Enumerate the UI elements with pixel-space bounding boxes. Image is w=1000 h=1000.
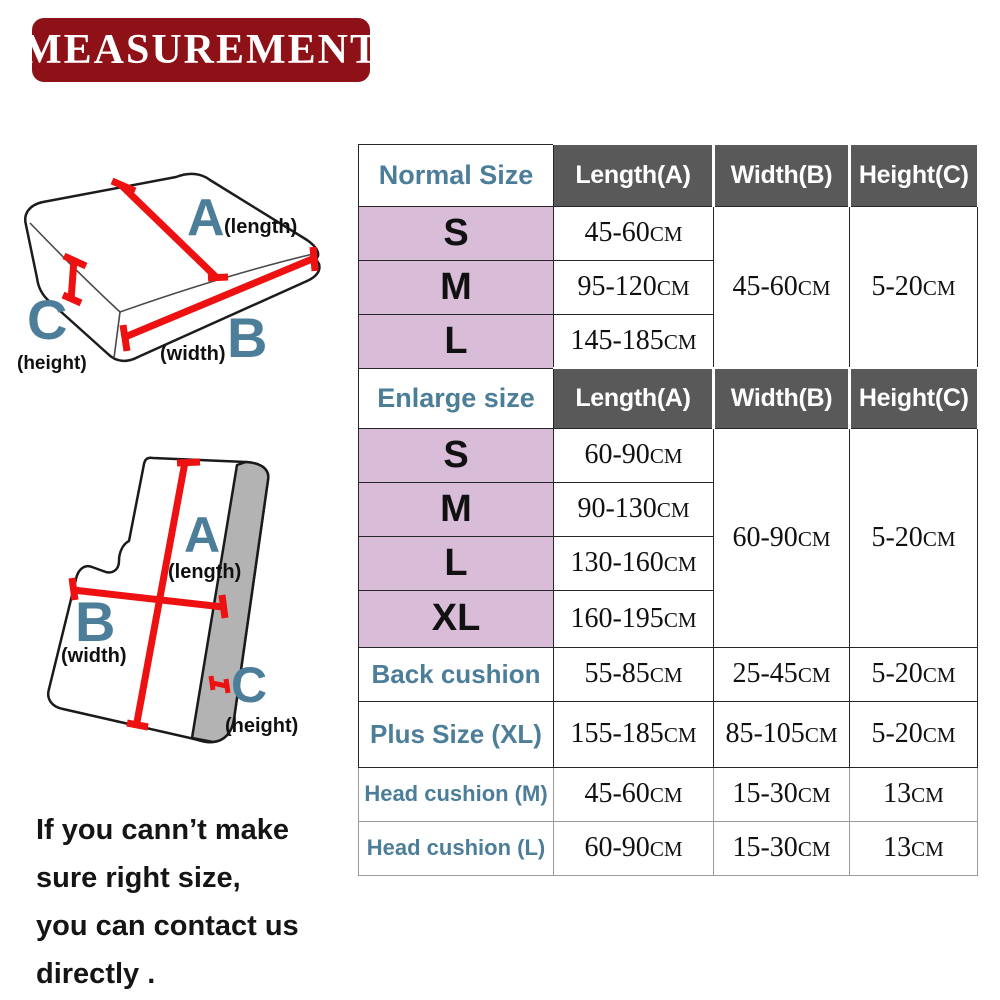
column-header-length: Length(A) <box>554 144 714 206</box>
label-b-back: B <box>75 590 116 653</box>
table-row <box>359 647 978 701</box>
length-value: 160-195CM <box>554 590 714 647</box>
length-value: 145-185CM <box>554 314 714 368</box>
length-value: 45-60CM <box>554 767 714 821</box>
table-row <box>359 821 978 875</box>
size-cell: XL <box>359 590 554 647</box>
height-value: 5-20CM <box>850 701 978 767</box>
column-header-width: Width(B) <box>714 368 850 428</box>
length-value: 60-90CM <box>554 821 714 875</box>
label-width-back: (width) <box>61 645 127 667</box>
table-row <box>359 368 978 428</box>
label-b-seat: B <box>227 306 268 369</box>
height-value-merged: 5-20CM <box>850 206 978 368</box>
length-value: 95-120CM <box>554 260 714 314</box>
column-header-width: Width(B) <box>714 144 850 206</box>
note-line: If you cann’t make <box>36 814 290 846</box>
length-value: 45-60CM <box>554 206 714 260</box>
table-row <box>359 767 978 821</box>
width-value: 15-30CM <box>714 821 850 875</box>
length-value: 55-85CM <box>554 647 714 701</box>
size-cell: L <box>359 314 554 368</box>
size-cell: M <box>359 260 554 314</box>
row-label-back-cushion: Back cushion <box>359 647 554 701</box>
page-title: MEASUREMENT <box>21 27 381 73</box>
size-cell: L <box>359 536 554 590</box>
length-value: 90-130CM <box>554 482 714 536</box>
row-label-plus-size: Plus Size (XL) <box>359 701 554 767</box>
label-c-seat: C <box>27 288 68 351</box>
column-header-length: Length(A) <box>554 368 714 428</box>
height-value: 13CM <box>850 767 978 821</box>
column-header-height: Height(C) <box>850 368 978 428</box>
note-line: sure right size, <box>36 862 241 894</box>
height-value: 5-20CM <box>850 647 978 701</box>
width-value-merged: 60-90CM <box>714 428 850 647</box>
table-row <box>359 701 978 767</box>
length-value: 130-160CM <box>554 536 714 590</box>
label-width-seat: (width) <box>160 343 226 365</box>
size-cell: M <box>359 482 554 536</box>
table-row <box>359 144 978 206</box>
size-cell: S <box>359 428 554 482</box>
cushion-outline <box>25 174 319 361</box>
width-value: 85-105CM <box>714 701 850 767</box>
measurement-title-badge <box>21 18 381 82</box>
label-c-back: C <box>231 657 268 713</box>
note-line: you can contact us <box>36 910 299 942</box>
label-length-seat: (length) <box>224 216 298 238</box>
label-height-back: (height) <box>225 715 299 737</box>
section-title-enlarge: Enlarge size <box>359 368 554 428</box>
column-header-height: Height(C) <box>850 144 978 206</box>
width-value-merged: 45-60CM <box>714 206 850 368</box>
table-row <box>359 206 978 260</box>
width-value: 15-30CM <box>714 767 850 821</box>
row-label-head-cushion-m: Head cushion (M) <box>359 767 554 821</box>
label-height-seat: (height) <box>17 353 87 374</box>
label-a-seat: A <box>187 189 225 247</box>
label-a-back: A <box>184 507 221 563</box>
height-value-merged: 5-20CM <box>850 428 978 647</box>
label-length-back: (length) <box>168 561 242 583</box>
length-value: 155-185CM <box>554 701 714 767</box>
size-cell: S <box>359 206 554 260</box>
table-row <box>359 428 978 482</box>
length-value: 60-90CM <box>554 428 714 482</box>
height-value: 13CM <box>850 821 978 875</box>
width-value: 25-45CM <box>714 647 850 701</box>
note-line: directly . <box>36 958 156 990</box>
measure-line-c <box>71 260 74 300</box>
size-table <box>358 143 979 876</box>
contact-note <box>36 806 366 998</box>
row-label-head-cushion-l: Head cushion (L) <box>359 821 554 875</box>
section-title-normal: Normal Size <box>359 144 554 206</box>
